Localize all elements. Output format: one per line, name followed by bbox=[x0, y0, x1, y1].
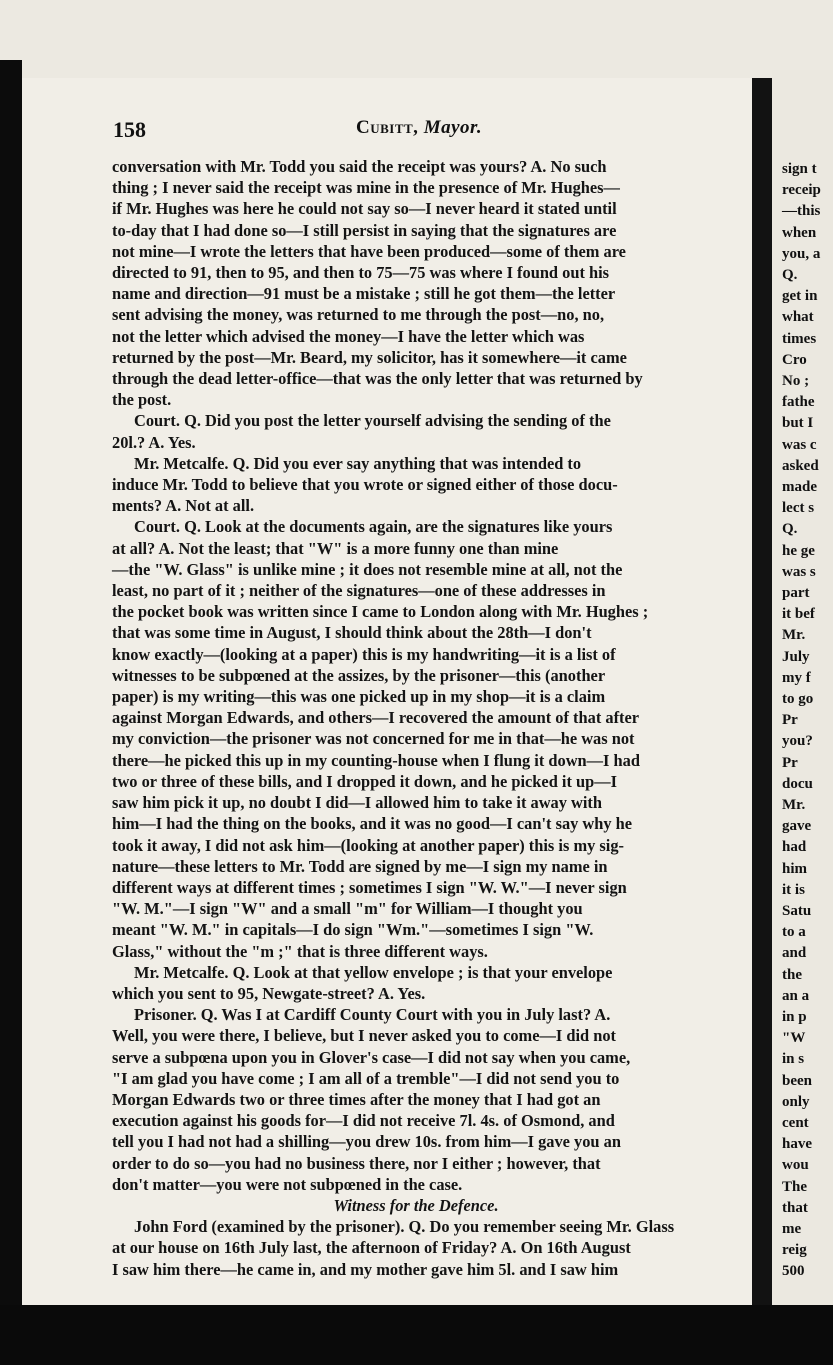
text-line: the pocket book was written since I came to London along with Mr. Hughes ; bbox=[112, 602, 649, 622]
facing-page-fragment: was s bbox=[782, 563, 816, 580]
text-line: ments? A. Not at all. bbox=[112, 496, 255, 516]
text-line: to-day that I had done so—I still persist in saying that the signatures are bbox=[112, 220, 617, 240]
facing-page-fragment: asked bbox=[782, 457, 819, 474]
text-line: Mr. Metcalfe. Q. Look at that yellow envelope ; is that your envelope bbox=[134, 962, 613, 982]
facing-page-fragment: only bbox=[782, 1093, 810, 1110]
text-line: there—he picked this up in my counting-house when I flung it down—I had bbox=[112, 750, 640, 770]
facing-page-fragment: July bbox=[782, 648, 810, 665]
facing-page-fragment: Q. bbox=[782, 521, 798, 538]
facing-page-fragment: had bbox=[782, 839, 807, 856]
text-line: know exactly—(looking at a paper) this is my handwriting—it is a list of bbox=[112, 644, 616, 664]
text-line: John Ford (examined by the prisoner). Q. Do you remember seeing Mr. Glass bbox=[134, 1217, 675, 1237]
page-gutter bbox=[752, 78, 772, 1308]
text-line: took it away, I did not ask him—(looking at another paper) this is my sig- bbox=[112, 835, 624, 855]
facing-page-fragment: No ; bbox=[782, 373, 810, 389]
facing-page-fragment: my f bbox=[782, 669, 811, 686]
facing-page-fragment: sign t bbox=[782, 161, 817, 177]
book-spine-shadow bbox=[0, 60, 22, 1310]
text-line: conversation with Mr. Todd you said the receipt was yours? A. No such bbox=[112, 157, 607, 176]
facing-page-fragment: —this bbox=[782, 203, 821, 220]
bottom-edge bbox=[0, 1305, 833, 1365]
facing-page-fragment: docu bbox=[782, 775, 813, 792]
text-line: paper) is my writing—this was one picked up in my shop—it is a claim bbox=[112, 687, 606, 707]
facing-page-fragment: receip bbox=[782, 182, 821, 199]
text-line: Well, you were there, I believe, but I never asked you to come—I did not bbox=[112, 1026, 616, 1046]
text-line: sent advising the money, was returned to me through the post—no, no, bbox=[112, 305, 605, 325]
text-line: directed to 91, then to 95, and then to 75—75 was where I found out his bbox=[112, 263, 610, 283]
text-line: thing ; I never said the receipt was mine in the presence of Mr. Hughes— bbox=[112, 178, 620, 198]
facing-page-fragment: Pr bbox=[782, 754, 798, 771]
text-line: not the letter which advised the money—I have the letter which was bbox=[112, 326, 585, 346]
text-line: returned by the post—Mr. Beard, my solicitor, has it somewhere—it came bbox=[112, 347, 627, 367]
facing-page-fragment: you? bbox=[782, 733, 813, 750]
facing-page-fragment: it bef bbox=[782, 606, 815, 623]
text-line: least, no part of it ; neither of the signatures—one of these addresses in bbox=[112, 581, 606, 601]
text-line: "W. M."—I sign "W" and a small "m" for William—I thought you bbox=[112, 899, 583, 919]
facing-page-fragment: an a bbox=[782, 987, 810, 1004]
text-line: order to do so—you had no business there, nor I either ; however, that bbox=[112, 1153, 601, 1173]
running-head bbox=[356, 117, 482, 139]
facing-page-fragment: he ge bbox=[782, 542, 815, 559]
text-line: witnesses to be subpœned at the assizes, by the prisoner—this (another bbox=[112, 665, 606, 685]
facing-page-fragment: been bbox=[782, 1072, 812, 1089]
facing-page-fragment: The bbox=[782, 1178, 808, 1195]
facing-page-fragment: wou bbox=[782, 1157, 809, 1174]
facing-page-fragment: made bbox=[782, 479, 817, 495]
text-line: 20l.? A. Yes. bbox=[112, 432, 196, 452]
facing-page-fragment: times bbox=[782, 330, 817, 347]
text-line: against Morgan Edwards, and others—I recovered the amount of that after bbox=[112, 708, 640, 728]
facing-page-fragment: what bbox=[782, 309, 814, 326]
text-line: Court. Q. Did you post the letter yourself advising the sending of the bbox=[134, 411, 611, 431]
running-title: Cubitt, bbox=[356, 117, 419, 138]
text-line: induce Mr. Todd to believe that you wrote or signed either of those docu- bbox=[112, 475, 618, 495]
text-line: which you sent to 95, Newgate-street? A. Yes. bbox=[112, 983, 426, 1003]
text-line: "I am glad you have come ; I am all of a tremble"—I did not send you to bbox=[112, 1068, 620, 1088]
text-line: different ways at different times ; sometimes I sign "W. W."—I never sign bbox=[112, 877, 627, 897]
facing-page-fragment: to a bbox=[782, 924, 806, 941]
top-margin bbox=[0, 0, 833, 80]
page-number: 158 bbox=[113, 117, 146, 142]
facing-page-fragment: that bbox=[782, 1199, 808, 1216]
text-line: execution against his goods for—I did not receive 7l. 4s. of Osmond, and bbox=[112, 1111, 615, 1131]
facing-page-fragment: the bbox=[782, 966, 802, 983]
text-line: two or three of these bills, and I dropped it down, and he picked it up—I bbox=[112, 771, 618, 791]
facing-page-fragment: and bbox=[782, 945, 807, 962]
text-line: at our house on 16th July last, the afternoon of Friday? A. On 16th August bbox=[112, 1238, 631, 1258]
facing-page bbox=[772, 70, 833, 1305]
text-line: saw him pick it up, no doubt I did—I allowed him to take it away with bbox=[112, 793, 602, 813]
facing-page-fragment: have bbox=[782, 1136, 812, 1153]
transcript-body bbox=[112, 156, 720, 1280]
facing-page-fragment: Pr bbox=[782, 712, 798, 729]
text-line: —the "W. Glass" is unlike mine ; it does not resemble mine at all, not the bbox=[112, 559, 623, 579]
text-line: Mr. Metcalfe. Q. Did you ever say anything that was intended to bbox=[134, 453, 582, 473]
text-line: I saw him there—he came in, and my mother gave him 5l. and I saw him bbox=[112, 1259, 619, 1279]
text-line: Prisoner. Q. Was I at Cardiff County Court with you in July last? A. bbox=[134, 1005, 611, 1025]
facing-page-fragment: but I bbox=[782, 415, 814, 432]
text-line: my conviction—the prisoner was not concerned for me in that—he was not bbox=[112, 729, 635, 749]
facing-page-fragment: reig bbox=[782, 1242, 807, 1259]
facing-page-fragment: Q. bbox=[782, 267, 798, 283]
facing-page-fragment: it is bbox=[782, 881, 805, 898]
text-line: not mine—I wrote the letters that have been produced—some of them are bbox=[112, 241, 626, 261]
facing-page-fragment: to go bbox=[782, 691, 814, 707]
text-line: serve a subpœna upon you in Glover's case—I did not say when you came, bbox=[112, 1047, 631, 1067]
facing-page-fragment: get in bbox=[782, 288, 818, 305]
text-line: Morgan Edwards two or three times after the money that I had got an bbox=[112, 1089, 601, 1109]
facing-page-fragment: 500 bbox=[782, 1263, 805, 1280]
text-line: name and direction—91 must be a mistake ; still he got them—the letter bbox=[112, 284, 616, 304]
text-line: meant "W. M." in capitals—I do sign "Wm."—sometimes I sign "W. bbox=[112, 920, 594, 940]
running-title-italic: Mayor. bbox=[423, 117, 483, 138]
text-line: don't matter—you were not subpœned in the case. bbox=[112, 1174, 463, 1194]
text-line: tell you I had not had a shilling—you drew 10s. from him—I gave you an bbox=[112, 1132, 621, 1152]
facing-page-fragment: me bbox=[782, 1221, 802, 1237]
facing-page-fragment: fathe bbox=[782, 394, 815, 411]
facing-page-fragment: cent bbox=[782, 1115, 809, 1131]
text-line: the post. bbox=[112, 390, 172, 410]
text-line: Glass," without the "m ;" that is three different ways. bbox=[112, 941, 488, 961]
facing-page-fragment: in s bbox=[782, 1051, 805, 1068]
text-line: at all? A. Not the least; that "W" is a more funny one than mine bbox=[112, 538, 559, 558]
facing-page-fragment: Mr. bbox=[782, 797, 806, 813]
text-line: if Mr. Hughes was here he could not say so—I never heard it stated until bbox=[112, 199, 617, 219]
facing-page-fragment: part bbox=[782, 585, 810, 601]
facing-page-fragment: when bbox=[782, 224, 817, 241]
facing-page-fragment: Satu bbox=[782, 903, 812, 919]
facing-page-fragment: Cro bbox=[782, 351, 807, 368]
text-line: nature—these letters to Mr. Todd are signed by me—I sign my name in bbox=[112, 856, 608, 876]
text-line: that was some time in August, I should think about the 28th—I don't bbox=[112, 623, 592, 643]
facing-page-fragment: lect s bbox=[782, 500, 815, 517]
facing-page-fragment: him bbox=[782, 860, 808, 877]
text-line: Court. Q. Look at the documents again, are the signatures like yours bbox=[134, 517, 613, 537]
facing-page-fragment: Mr. bbox=[782, 627, 806, 644]
facing-page-fragment: in p bbox=[782, 1009, 807, 1025]
text-line: through the dead letter-office—that was the only letter that was returned by bbox=[112, 369, 643, 389]
facing-page-fragment: gave bbox=[782, 818, 812, 835]
section-heading: Witness for the Defence. bbox=[333, 1195, 499, 1215]
facing-page-fragment: you, a bbox=[782, 245, 821, 262]
facing-page-fragment: was c bbox=[782, 436, 817, 453]
text-line: him—I had the thing on the books, and it was no good—I can't say why he bbox=[112, 814, 633, 834]
facing-page-fragment: "W bbox=[782, 1030, 806, 1047]
